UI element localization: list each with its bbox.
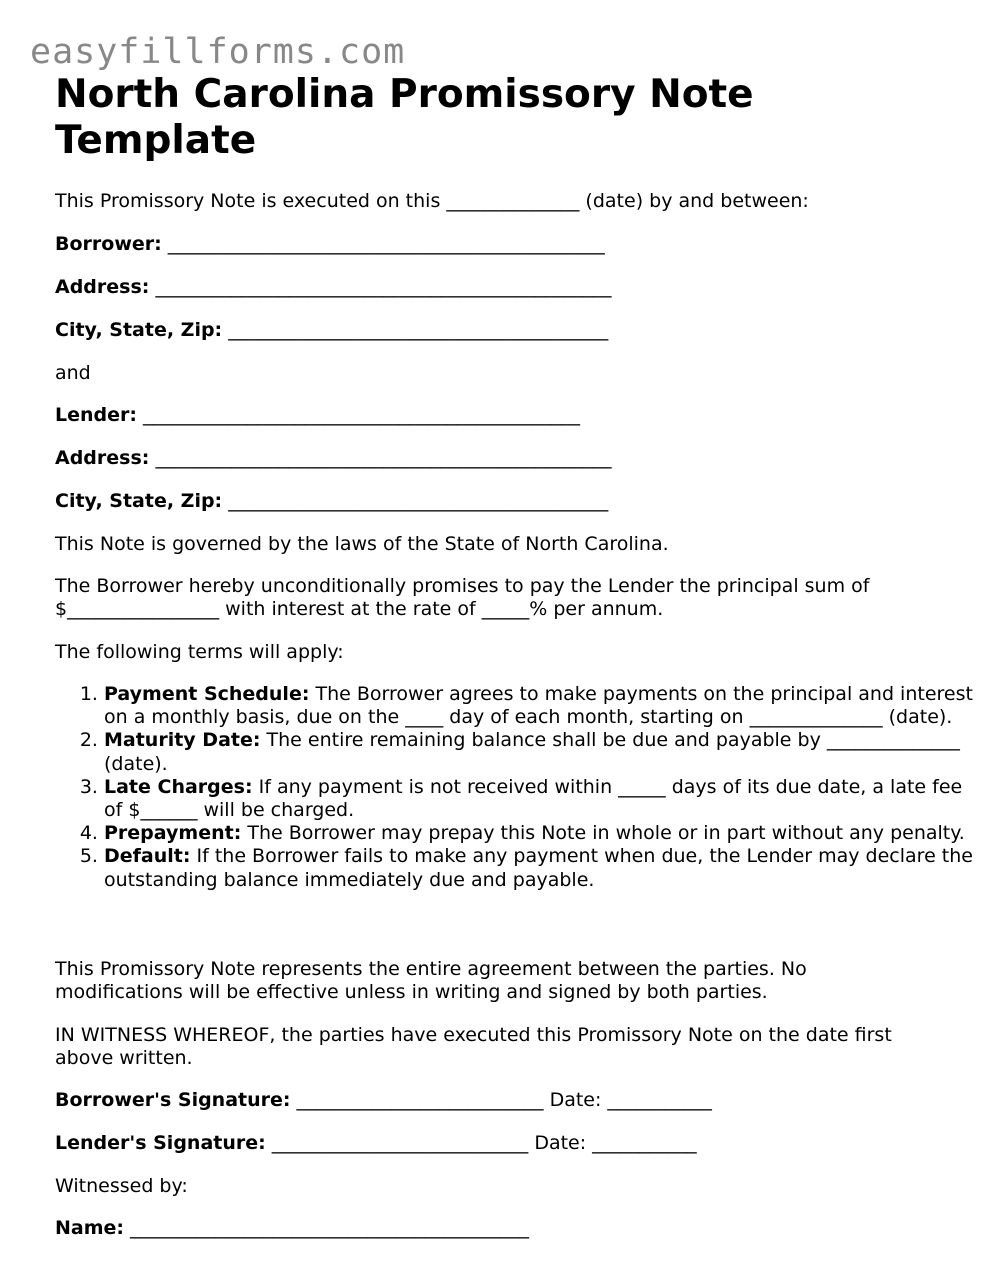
borrower-city-line: ________________________________________	[228, 319, 609, 341]
borrower-address-label: Address:	[55, 276, 150, 298]
governed-paragraph: This Note is governed by the laws of the State of North Carolina.	[55, 533, 669, 555]
term-text: If the Borrower fails to make any payment when due, the Lender may declare the outstanding balance immediately due and payable.	[104, 845, 973, 891]
witness-clause: IN WITNESS WHEREOF, the parties have executed this Promissory Note on the date first above written.	[55, 1024, 892, 1069]
witness-name-label: Name:	[55, 1217, 125, 1239]
borrower-city-field	[55, 319, 608, 342]
lender-address-field	[55, 447, 611, 470]
lender-signature-label: Lender's Signature:	[55, 1132, 266, 1154]
terms-intro: The following terms will apply:	[55, 641, 344, 663]
witness-name-field	[55, 1217, 529, 1240]
term-label: Default:	[104, 845, 191, 868]
term-text: The entire remaining balance shall be due and payable by ______________ (date).	[104, 729, 960, 775]
term-item	[104, 845, 984, 891]
borrower-signature-label: Borrower's Signature:	[55, 1089, 291, 1111]
lender-signature-field	[55, 1132, 697, 1155]
lender-city-line: ________________________________________	[228, 490, 609, 512]
lender-address-label: Address:	[55, 447, 150, 469]
terms-list	[55, 683, 984, 892]
title-line-2: Template	[55, 118, 257, 163]
borrower-address-field	[55, 276, 611, 299]
lender-address-line: ________________________________________________	[155, 447, 612, 469]
title-line-1: North Carolina Promissory Note	[55, 72, 754, 117]
term-item	[104, 822, 984, 845]
term-label: Maturity Date:	[104, 729, 261, 752]
lender-city-field	[55, 490, 608, 513]
borrower-signature-field	[55, 1089, 712, 1112]
borrower-name-field	[55, 233, 605, 256]
witness-name-line: __________________________________________	[124, 1217, 530, 1239]
borrower-name-label: Borrower:	[55, 233, 162, 255]
watermark: easyfillforms.com	[30, 32, 406, 72]
term-text: The Borrower may prepay this Note in whole or in part without any penalty.	[241, 822, 965, 845]
borrower-name-line: ______________________________________________	[167, 233, 605, 255]
lender-name-line: ______________________________________________	[143, 404, 581, 426]
borrower-address-line: ________________________________________________	[155, 276, 612, 298]
lender-city-label: City, State, Zip:	[55, 490, 223, 512]
term-text: The Borrower agrees to make payments on the principal and interest on a monthly basis, due on the ____ day of each month, starting on ______________ (date).	[104, 683, 973, 729]
lender-name-label: Lender:	[55, 404, 137, 426]
term-item	[104, 776, 984, 822]
term-text: If any payment is not received within _____ days of its due date, a late fee of $______ will be charged.	[104, 775, 963, 822]
borrower-signature-line: __________________________ Date: ___________	[290, 1089, 712, 1111]
document-page	[55, 72, 973, 1239]
lender-signature-line: ___________________________ Date: ___________	[265, 1132, 697, 1154]
term-label: Prepayment:	[104, 822, 242, 845]
witnessed-by: Witnessed by:	[55, 1175, 188, 1197]
term-label: Payment Schedule:	[104, 683, 310, 705]
principal-paragraph: The Borrower hereby unconditionally promises to pay the Lender the principal sum of $________________ with interest at the rate of _____% per annum.	[55, 575, 870, 620]
intro-paragraph: This Promissory Note is executed on this ______________ (date) by and between:	[55, 190, 809, 212]
entire-agreement-paragraph: This Promissory Note represents the entire agreement between the parties. No modifications will be effective unless in writing and signed by both parties.	[55, 958, 807, 1003]
term-label: Late Charges:	[104, 775, 253, 798]
lender-name-field	[55, 404, 580, 427]
term-item	[104, 683, 984, 729]
term-item	[104, 729, 984, 775]
borrower-city-label: City, State, Zip:	[55, 319, 223, 341]
page-title	[55, 72, 935, 164]
and-text: and	[55, 362, 91, 384]
